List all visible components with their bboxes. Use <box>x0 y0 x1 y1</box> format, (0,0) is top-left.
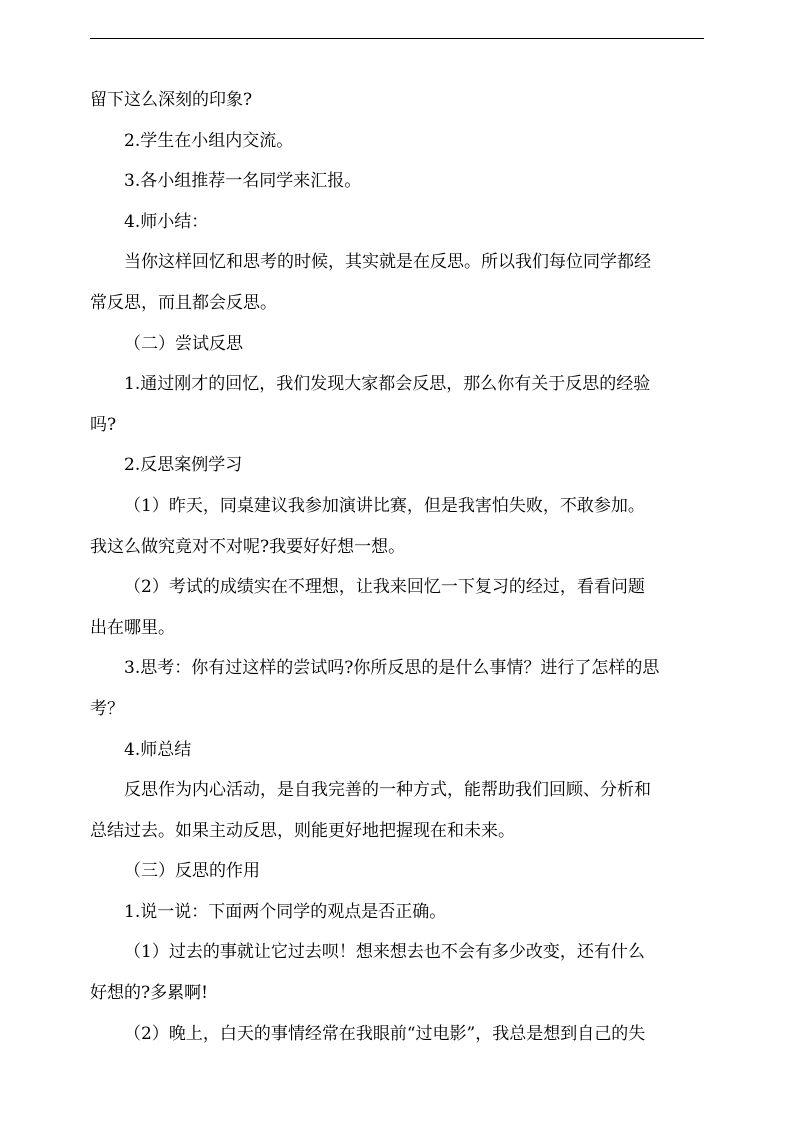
text-line-3: 3.各小组推荐一名同学来汇报。 <box>124 171 362 192</box>
text-line-2: 2.学生在小组内交流。 <box>124 130 294 151</box>
text-line-18: 反思作为内心活动，是自我完善的一种方式，能帮助我们回顾、分析和 <box>124 780 651 801</box>
text-line-5: 当你这样回忆和思考的时候，其实就是在反思。所以我们每位同学都经 <box>124 252 651 273</box>
text-line-16: 考？ <box>90 698 124 719</box>
text-line-14: 出在哪里。 <box>90 617 175 638</box>
text-line-4: 4.师小结： <box>124 211 209 232</box>
text-line-8: 1.通过刚才的回忆，我们发现大家都会反思，那么你有关于反思的经验 <box>124 374 651 395</box>
text-line-24: （2）晚上，白天的事情经常在我眼前“过电影”，我总是想到自己的失 <box>124 1023 646 1044</box>
section-heading-2: （二）尝试反思 <box>124 333 243 354</box>
text-line-21: 1.说一说：下面两个同学的观点是否正确。 <box>124 901 447 922</box>
text-line-17: 4.师总结 <box>124 739 192 760</box>
section-heading-3: （三）反思的作用 <box>124 861 260 882</box>
header-rule <box>90 38 704 39</box>
text-line-1: 留下这么深刻的印象? <box>90 90 253 110</box>
text-line-10: 2.反思案例学习 <box>124 455 243 476</box>
text-line-9: 吗? <box>90 414 117 435</box>
text-line-15: 3.思考：你有过这样的尝试吗?你所反思的是什么事情？进行了怎样的思 <box>124 658 660 679</box>
text-line-22: （1）过去的事就让它过去呗！想来想去也不会有多少改变，还有什么 <box>124 942 645 963</box>
document-body <box>90 80 704 1054</box>
text-line-12: 我这么做究竟对不对呢?我要好好想一想。 <box>90 536 406 557</box>
text-line-11: （1）昨天，同桌建议我参加演讲比赛，但是我害怕失败，不敢参加。 <box>124 495 645 516</box>
text-line-6: 常反思，而且都会反思。 <box>90 292 277 313</box>
text-line-23: 好想的?多累啊! <box>90 983 208 1004</box>
text-line-13: （2）考试的成绩实在不理想，让我来回忆一下复习的经过，看看问题 <box>124 577 645 598</box>
text-line-19: 总结过去。如果主动反思，则能更好地把握现在和未来。 <box>90 820 515 841</box>
